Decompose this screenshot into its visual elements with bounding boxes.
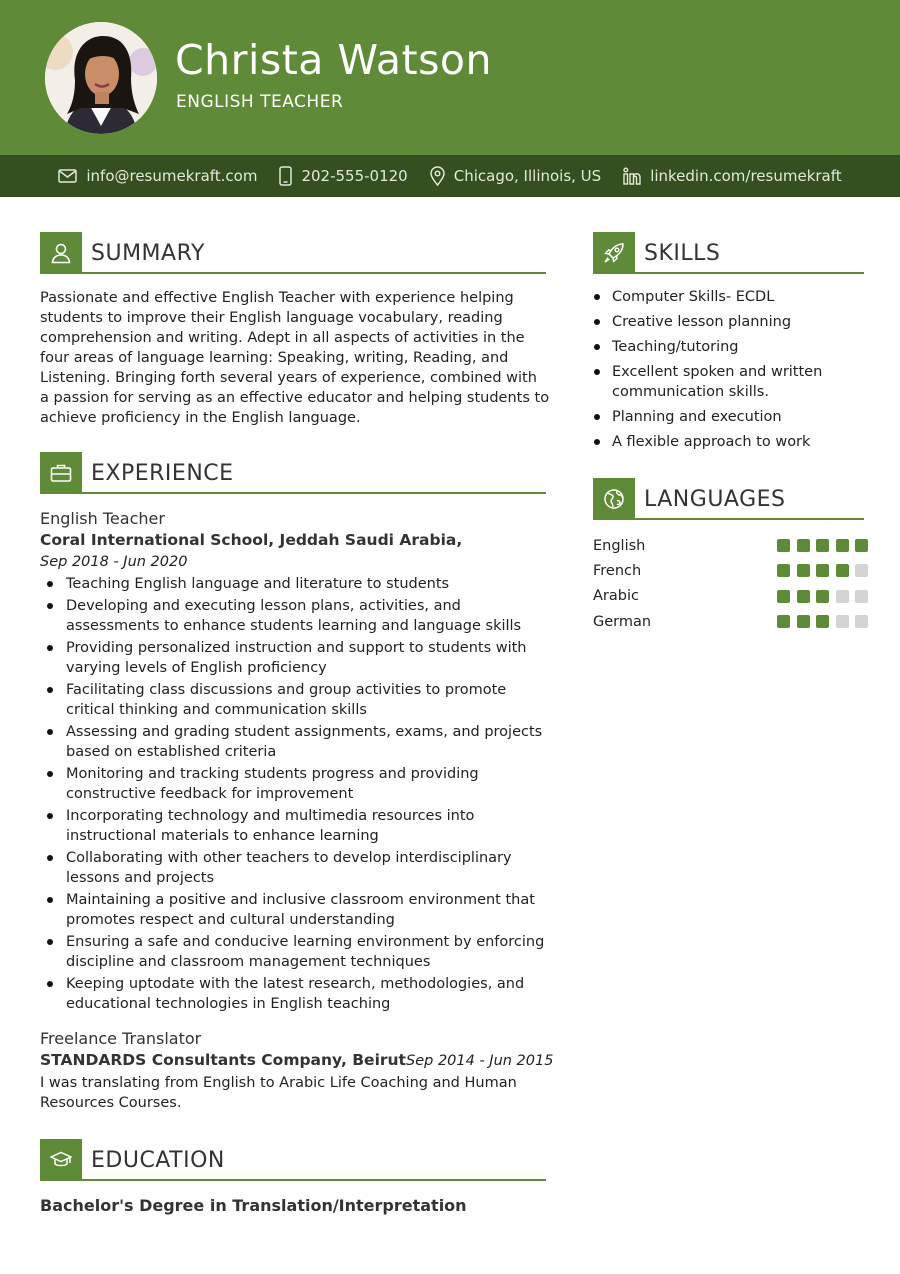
- summary-title: SUMMARY: [91, 240, 205, 266]
- summary-text: Passionate and effective English Teacher with experience helping students to improve their English language vocabulary, reading comprehension and writing. Adept in all aspects of activities in the four areas of language learning: Speaking, writing, Reading, and Listening. Bringing forth several years of experience, combined with a passion for serving as an effective educator and helping students to achieve proficiency in the English language.: [40, 290, 550, 426]
- experience-heading: [40, 452, 234, 494]
- globe-icon: [593, 478, 635, 520]
- list-item: Keeping uptodate with the latest research, methodologies, and educational technologies in English teaching: [40, 974, 555, 1014]
- linkedin-icon: [623, 167, 641, 185]
- list-item: Facilitating class discussions and group activities to promote critical thinking and communication skills: [40, 680, 555, 720]
- proficiency-dot-empty: [836, 590, 849, 603]
- proficiency-dot-filled: [855, 539, 868, 552]
- languages-list: [593, 533, 868, 634]
- job-2-description: I was translating from English to Arabic Life Coaching and Human Resources Courses.: [40, 1075, 517, 1111]
- avatar: [45, 22, 157, 134]
- job-2-dates: Sep 2014 - Jun 2015: [406, 1053, 554, 1069]
- mobile-phone-icon: [279, 166, 292, 186]
- education-title: EDUCATION: [91, 1147, 225, 1173]
- proficiency-dots: [777, 590, 868, 603]
- contact-linkedin[interactable]: [623, 167, 841, 185]
- summary-rule: [40, 272, 546, 274]
- summary-heading: [40, 232, 205, 274]
- proficiency-dots: [777, 615, 868, 628]
- list-item: Excellent spoken and written communication skills.: [593, 362, 873, 402]
- skills-list: [593, 287, 873, 457]
- language-name: German: [593, 613, 652, 630]
- proficiency-dot-filled: [816, 590, 829, 603]
- languages-title: LANGUAGES: [644, 486, 786, 512]
- skills-title: SKILLS: [644, 240, 721, 266]
- list-item: Developing and executing lesson plans, activities, and assessments to enhance students learning and language skills: [40, 596, 555, 636]
- proficiency-dot-filled: [777, 564, 790, 577]
- list-item: Incorporating technology and multimedia resources into instructional materials to enhance learning: [40, 806, 555, 846]
- list-item: Computer Skills- ECDL: [593, 287, 873, 307]
- proficiency-dot-filled: [777, 590, 790, 603]
- envelope-icon: [58, 169, 77, 183]
- proficiency-dot-filled: [777, 539, 790, 552]
- language-row: [593, 609, 868, 634]
- list-item: Monitoring and tracking students progress and providing constructive feedback for improvement: [40, 764, 555, 804]
- graduation-cap-icon: [40, 1139, 82, 1181]
- list-item: Assessing and grading student assignments, exams, and projects based on established criteria: [40, 722, 555, 762]
- map-pin-icon: [430, 166, 445, 186]
- job-1-company: Coral International School, Jeddah Saudi Arabia,: [40, 531, 463, 549]
- job-2-company: STANDARDS Consultants Company, Beirut: [40, 1051, 406, 1069]
- language-name: Arabic: [593, 588, 639, 605]
- rocket-icon: [593, 232, 635, 274]
- proficiency-dot-filled: [836, 564, 849, 577]
- job-1-title: English Teacher: [40, 509, 165, 528]
- proficiency-dot-empty: [836, 615, 849, 628]
- job-title-heading: ENGLISH TEACHER: [176, 92, 344, 112]
- job-1-dates: Sep 2018 - Jun 2020: [40, 554, 188, 570]
- list-item: A flexible approach to work: [593, 432, 873, 452]
- job-2-title: Freelance Translator: [40, 1029, 202, 1048]
- proficiency-dot-filled: [836, 539, 849, 552]
- languages-rule: [593, 518, 864, 520]
- language-name: French: [593, 562, 642, 579]
- proficiency-dot-filled: [797, 564, 810, 577]
- proficiency-dot-filled: [797, 590, 810, 603]
- header: [0, 0, 900, 155]
- language-name: English: [593, 537, 646, 554]
- proficiency-dot-filled: [777, 615, 790, 628]
- skills-rule: [593, 272, 864, 274]
- list-item: Maintaining a positive and inclusive classroom environment that promotes respect and cultural understanding: [40, 890, 555, 930]
- experience-rule: [40, 492, 546, 494]
- contact-email[interactable]: [58, 167, 257, 185]
- education-heading: [40, 1139, 225, 1181]
- list-item: Planning and execution: [593, 407, 873, 427]
- proficiency-dot-filled: [816, 539, 829, 552]
- proficiency-dots: [777, 539, 868, 552]
- list-item: Providing personalized instruction and support to students with varying levels of English proficiency: [40, 638, 555, 678]
- linkedin-text: linkedin.com/resumekraft: [650, 167, 842, 185]
- language-row: [593, 533, 868, 558]
- contact-bar: [0, 155, 900, 197]
- briefcase-icon: [40, 452, 82, 494]
- contact-location: [430, 166, 601, 186]
- proficiency-dot-empty: [855, 564, 868, 577]
- list-item: Creative lesson planning: [593, 312, 873, 332]
- language-row: [593, 584, 868, 609]
- location-text: Chicago, Illinois, US: [453, 167, 602, 185]
- candidate-name: Christa Watson: [175, 36, 493, 84]
- job-1-bullets: [40, 574, 555, 1016]
- user-icon: [40, 232, 82, 274]
- portrait-photo: [45, 22, 157, 134]
- proficiency-dot-filled: [797, 615, 810, 628]
- languages-heading: [593, 478, 786, 520]
- education-degree: Bachelor's Degree in Translation/Interpretation: [40, 1196, 467, 1215]
- proficiency-dot-filled: [816, 564, 829, 577]
- proficiency-dot-filled: [797, 539, 810, 552]
- proficiency-dots: [777, 564, 868, 577]
- proficiency-dot-filled: [816, 615, 829, 628]
- contact-phone[interactable]: [279, 166, 407, 186]
- education-rule: [40, 1179, 546, 1181]
- list-item: Teaching English language and literature to students: [40, 574, 555, 594]
- experience-title: EXPERIENCE: [91, 460, 234, 486]
- list-item: Ensuring a safe and conducive learning environment by enforcing discipline and classroom management techniques: [40, 932, 555, 972]
- list-item: Teaching/tutoring: [593, 337, 873, 357]
- language-row: [593, 558, 868, 583]
- skills-heading: [593, 232, 720, 274]
- proficiency-dot-empty: [855, 590, 868, 603]
- email-text: info@resumekraft.com: [86, 167, 258, 185]
- phone-text: 202-555-0120: [301, 167, 408, 185]
- list-item: Collaborating with other teachers to develop interdisciplinary lessons and projects: [40, 848, 555, 888]
- proficiency-dot-empty: [855, 615, 868, 628]
